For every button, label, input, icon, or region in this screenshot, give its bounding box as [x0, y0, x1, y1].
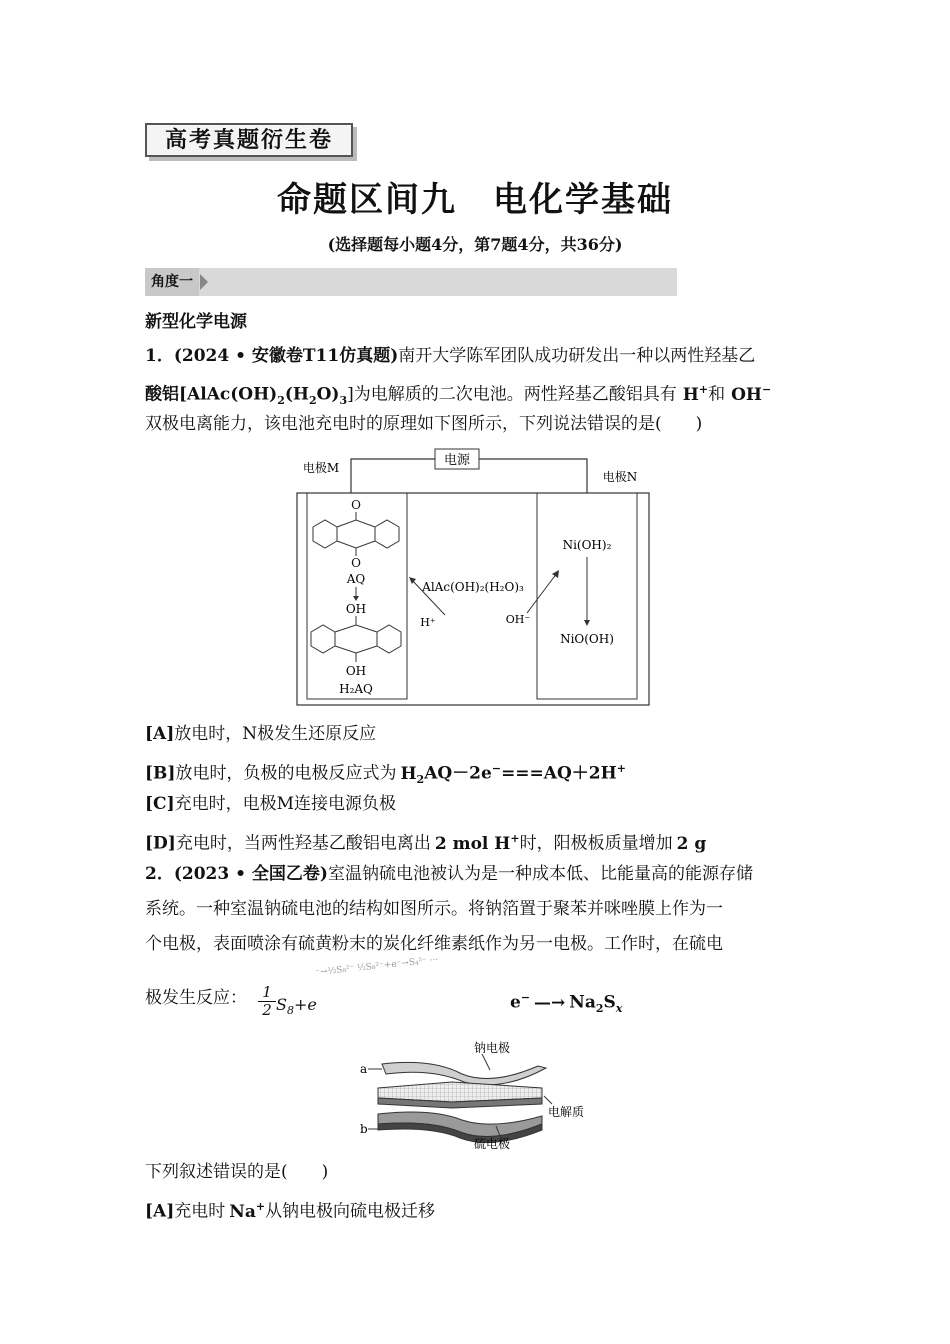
wire-left	[351, 459, 435, 493]
aq-o-top: O	[351, 498, 361, 512]
sulfur-label: 硫电极	[474, 1137, 511, 1151]
wire-right	[479, 459, 587, 493]
electrode-n-label: 电极N	[602, 470, 638, 484]
eq-plus-e: +e	[293, 995, 317, 1014]
h2aq-label: H₂AQ	[339, 682, 373, 696]
option-sup: +	[616, 762, 626, 775]
q1-formula-part: 酸铝[AlAc(OH)	[145, 384, 278, 405]
q2-source: (2023 • 全国乙卷)	[173, 864, 328, 884]
option-formula: ===AQ＋2H	[501, 763, 617, 784]
q2-line-3: 个电极，表面喷涂有硫黄粉末的炭化纤维素纸作为另一电极。工作时，在硫电	[145, 934, 723, 954]
option-sup: −	[491, 762, 502, 775]
eq-tail-arrow: —→	[534, 992, 566, 1013]
q2-question: 下列叙述错误的是( )	[145, 1162, 329, 1182]
h2aq-oh-top: OH	[345, 602, 367, 616]
q2-line-1	[145, 862, 753, 886]
q2-line-2: 系统。一种室温钠硫电池的结构如图所示。将钠箔置于聚苯并咪唑膜上作为一	[145, 899, 723, 919]
h2aq-molecule	[311, 616, 401, 662]
q1-line-2	[145, 378, 771, 413]
page-subtitle: (选择题每小题4分，第7题4分，共36分)	[327, 235, 623, 254]
eq-tail-sup: −	[520, 991, 531, 1004]
q1-sub: 3	[339, 394, 348, 408]
label-a: a	[360, 1062, 368, 1076]
option-formula: H	[400, 763, 417, 784]
aq-molecule	[313, 498, 399, 570]
niooh-label: NiO(OH)	[560, 632, 614, 646]
eq-s8-part	[276, 995, 317, 1017]
option-text: 充电时，电极M连接电源负极	[174, 794, 397, 814]
oh-minus-label: OH⁻	[505, 613, 531, 626]
label-b: b	[360, 1122, 368, 1136]
option-text: 从钠电极向硫电极迁移	[265, 1201, 436, 1222]
q1-oh: OH	[731, 384, 762, 405]
angle-tag: 角度一	[145, 268, 199, 296]
aq-arrow-head	[353, 596, 359, 601]
option-formula: AQ－2e	[424, 763, 492, 784]
angle-arrow-icon	[200, 274, 208, 290]
option-sub: 2	[416, 773, 425, 787]
option-text: 时，阳极板质量增加	[519, 833, 673, 854]
eq-tail-na: Na	[569, 992, 596, 1013]
eq-fraction	[258, 984, 276, 1019]
option-text: 充电时，当两性羟基乙酸铝电离出	[175, 833, 431, 854]
angle-bar	[145, 268, 677, 296]
option-label: [C]	[145, 794, 175, 814]
eq-fraction-num: 1	[258, 984, 276, 1002]
q2-battery-diagram	[352, 1040, 602, 1152]
aq-o-bottom: O	[351, 556, 361, 570]
option-formula: 2 mol H	[434, 833, 511, 854]
option-formula: 2 g	[676, 833, 707, 854]
page-title: 命题区间九 电化学基础	[277, 180, 673, 220]
q1-text-2: ]为电解质的二次电池。两性羟基乙酸铝具有	[347, 384, 677, 405]
eq-tail-x: x	[615, 1002, 623, 1016]
q1-source: (2024 • 安徽卷T11仿真题)	[173, 346, 399, 366]
q1-battery-diagram	[295, 445, 655, 710]
option-text: 放电时，负极的电极反应式为	[175, 763, 397, 784]
option-label: [A]	[145, 1201, 175, 1222]
q1-sub: 2	[277, 394, 285, 408]
electrode-m-label: 电极M	[302, 461, 340, 475]
eq-sub: 8	[286, 1004, 294, 1018]
option-text: 充电时	[174, 1201, 226, 1222]
eq-tail	[510, 986, 622, 1021]
q1-sub: 2	[308, 394, 317, 408]
q1-and: 和	[708, 384, 726, 405]
q2-text-1: 室温钠硫电池被认为是一种成本低、比能量高的能源存储	[327, 864, 753, 884]
q1-sup: −	[761, 383, 772, 396]
q1-line-1	[145, 344, 755, 368]
section-title: 新型化学电源	[145, 312, 247, 332]
electrolyte-label: 电解质	[548, 1105, 585, 1119]
eq-faded-overlay: ⁻→½S₈²⁻ ½S₈²⁻+e⁻→S₄²⁻ ···	[314, 955, 439, 979]
q1-option-a[interactable]	[145, 722, 376, 746]
option-sup: +	[255, 1200, 266, 1213]
q1-formula-part: O)	[316, 384, 340, 405]
power-label: 电源	[443, 453, 471, 468]
q2-option-a[interactable]	[145, 1195, 435, 1224]
option-formula: Na	[229, 1201, 256, 1222]
electrolyte-leader	[544, 1096, 552, 1104]
q2-number: 2．	[145, 864, 174, 884]
sodium-label: 钠电极	[474, 1041, 511, 1055]
eq-tail-e: e	[510, 992, 521, 1013]
nioh2-label: Ni(OH)₂	[562, 538, 612, 552]
option-label: [B]	[145, 763, 176, 784]
q1-line-3: 双极电离能力，该电池充电时的原理如下图所示，下列说法错误的是( )	[145, 414, 703, 434]
q1-option-d[interactable]	[145, 827, 706, 856]
electrolyte-label: AlAc(OH)₂(H₂O)₃	[422, 580, 524, 594]
q1-text-1: 南开大学陈军团队成功研发出一种以两性羟基乙	[398, 346, 756, 366]
aq-label: AQ	[346, 572, 366, 586]
ni-arrow-head	[584, 620, 590, 626]
h-plus-label: H⁺	[420, 616, 436, 629]
eq-tail-sub: 2	[595, 1002, 604, 1016]
oh-arrow	[527, 573, 557, 613]
q2-line-4: 极发生反应：	[145, 988, 247, 1008]
eq-fraction-den: 2	[262, 1001, 272, 1019]
eq-s: S	[276, 995, 287, 1014]
q1-option-c[interactable]	[145, 792, 396, 816]
option-label: [D]	[145, 833, 176, 854]
q1-sup: +	[698, 383, 709, 396]
h2aq-oh-bottom: OH	[345, 664, 367, 678]
option-sup: +	[510, 832, 520, 845]
eq-tail-s: S	[603, 992, 616, 1013]
q1-option-b[interactable]	[145, 757, 626, 792]
option-text: 放电时，N极发生还原反应	[174, 724, 377, 744]
q1-formula-part: (H	[284, 384, 309, 405]
sodium-electrode	[382, 1062, 546, 1085]
option-label: [A]	[145, 724, 175, 744]
oh-arrow-head	[552, 570, 559, 578]
exam-tag: 高考真题衍生卷	[145, 123, 353, 157]
q1-number: 1．	[145, 346, 174, 366]
q1-h: H	[682, 384, 699, 405]
sodium-leader	[482, 1054, 490, 1070]
